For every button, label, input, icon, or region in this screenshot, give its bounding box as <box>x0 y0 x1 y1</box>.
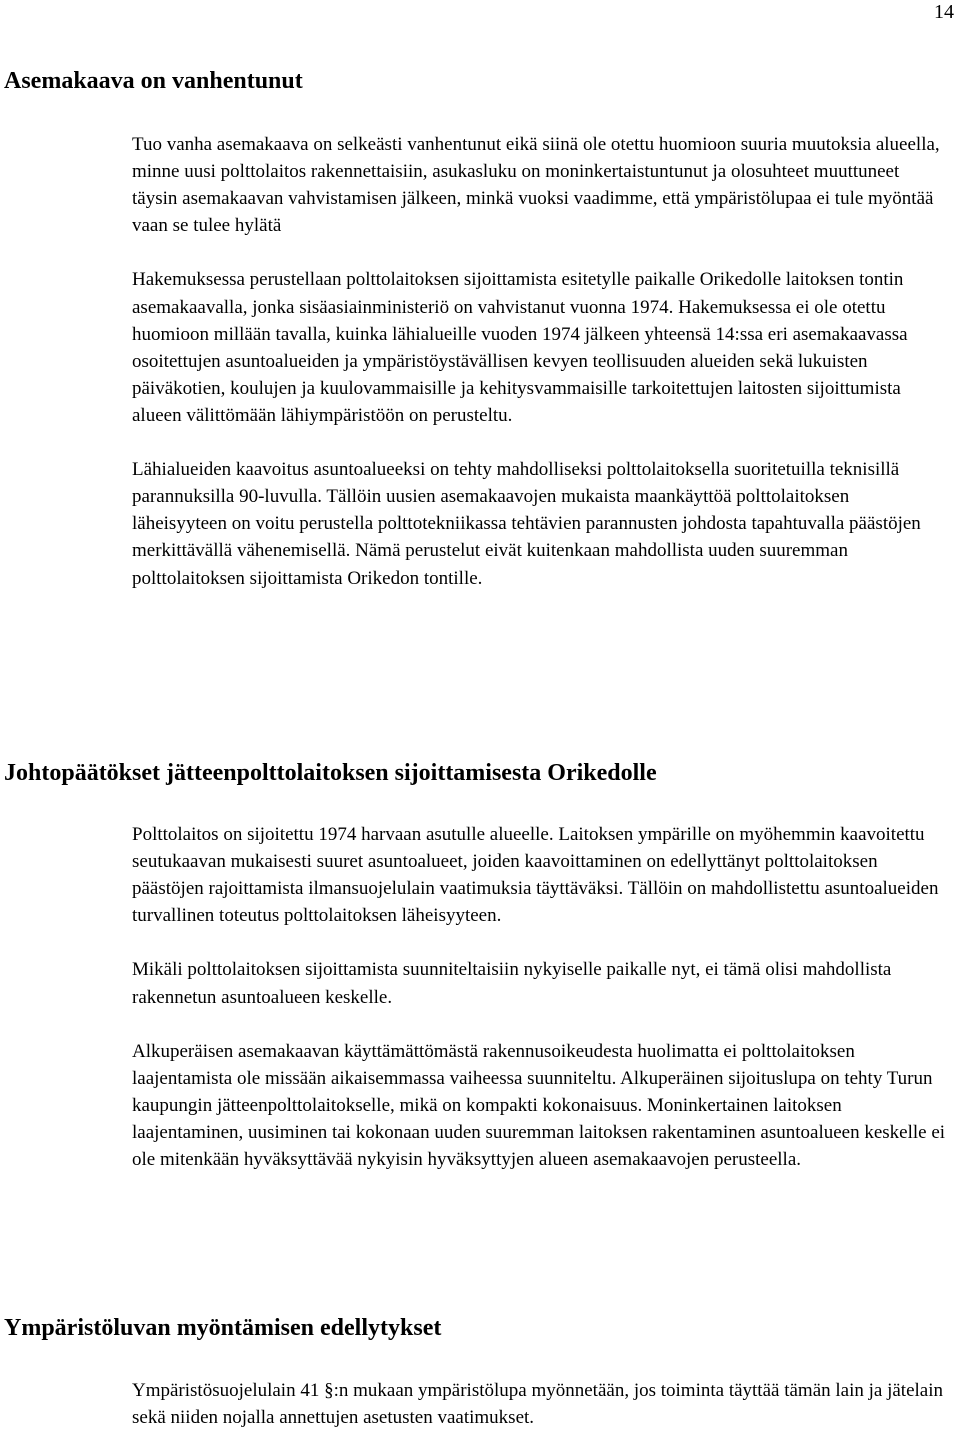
page-number: 14 <box>934 1 954 23</box>
paragraph: Alkuperäisen asemakaavan käyttämättömästä rakennusoikeudesta huolimatta ei polttolaitoksen laajentamista ole missään aikaisemmassa vaiheessa suunniteltu. Alkuperäinen sijoituslupa on tehty Turun kaupungin jätteenpolttolaitokselle, mikä on kompakti kokonaisuus. Moninkertainen laitoksen laajentaminen, uusiminen tai kokonaan uuden suuremman laitoksen rakentaminen asuntoalueen keskelle ei ole mitenkään hyväksyttävää nykyisin hyväksyttyjen alueen asemakaavojen perusteella. <box>132 1040 946 1171</box>
section-heading-asemakaava: Asemakaava on vanhentunut <box>4 68 303 94</box>
section-body-asemakaava <box>132 131 946 592</box>
section-heading-johtopaatokset: Johtopäätökset jätteenpolttolaitoksen sijoittamisesta Orikedolle <box>4 760 657 786</box>
section-body-ymparistoluvan <box>132 1377 946 1431</box>
paragraph: Tuo vanha asemakaava on selkeästi vanhentunut eikä siinä ole otettu huomioon suuria muutoksia alueella, minne uusi polttolaitos rakennettaisiin, asukasluku on moninkertaistuntunut ja olosuhteet muuttuneet täysin asemakaavan vahvistamisen jälkeen, minkä vuoksi vaadimme, että ympäristölupaa ei tule myöntää vaan se tulee hylätä <box>132 134 940 237</box>
section-body-johtopaatokset <box>132 821 946 1173</box>
paragraph: Mikäli polttolaitoksen sijoittamista suunniteltaisiin nykyiselle paikalle nyt, ei tämä olisi mahdollista rakennetun asuntoalueen keskelle. <box>132 959 892 1008</box>
paragraph: Polttolaitos on sijoitettu 1974 harvaan asutulle alueelle. Laitoksen ympärille on myöhemmin kaavoitettu seutukaavan mukaisesti suuret asuntoalueet, joiden kaavoittaminen on edellyttänyt polttolaitoksen päästöjen rajoittamista ilmansuojelulain vaatimuksia täyttäväksi. Tällöin on mahdollistettu asuntoalueiden turvallinen toteutus polttolaitoksen läheisyyteen. <box>132 824 939 927</box>
paragraph: Hakemuksessa perustellaan polttolaitoksen sijoittamista esitetylle paikalle Orikedolle laitoksen tontin asemakaavalla, jonka sisäasiainministeriö on vahvistanut vuonna 1974. Hakemuksessa ei ole otettu huomioon millään tavalla, kuinka lähialueille vuoden 1974 jälkeen yhteensä 14:ssa eri asemakaavassa osoitettujen asuntoalueiden ja ympäristöystävällisen kevyen teollisuuden alueiden sekä lukuisten päiväkotien, koulujen ja kuulovammaisille ja kehitysvammaisille tarkoitettujen laitosten sijoittumista alueen välittömään lähiympäristöön on perusteltu. <box>132 269 908 426</box>
paragraph: Lähialueiden kaavoitus asuntoalueeksi on tehty mahdolliseksi polttolaitoksella suoritetuilla teknisillä parannuksilla 90-luvulla. Tällöin uusien asemakaavojen mukaista maankäyttöä polttolaitoksen läheisyyteen on voitu perustella polttotekniikassa tehtävien parannusten johdosta tapahtuvalla päästöjen merkittävällä vähenemisellä. Nämä perustelut eivät kuitenkaan mahdollista uuden suuremman polttolaitoksen sijoittamista Orikedon tontille. <box>132 459 921 589</box>
paragraph: Ympäristösuojelulain 41 §:n mukaan ympäristölupa myönnetään, jos toiminta täyttää tämän lain ja jätelain sekä niiden nojalla annettujen asetusten vaatimukset. <box>132 1380 943 1429</box>
section-heading-ymparistoluvan: Ympäristöluvan myöntämisen edellytykset <box>4 1315 442 1341</box>
